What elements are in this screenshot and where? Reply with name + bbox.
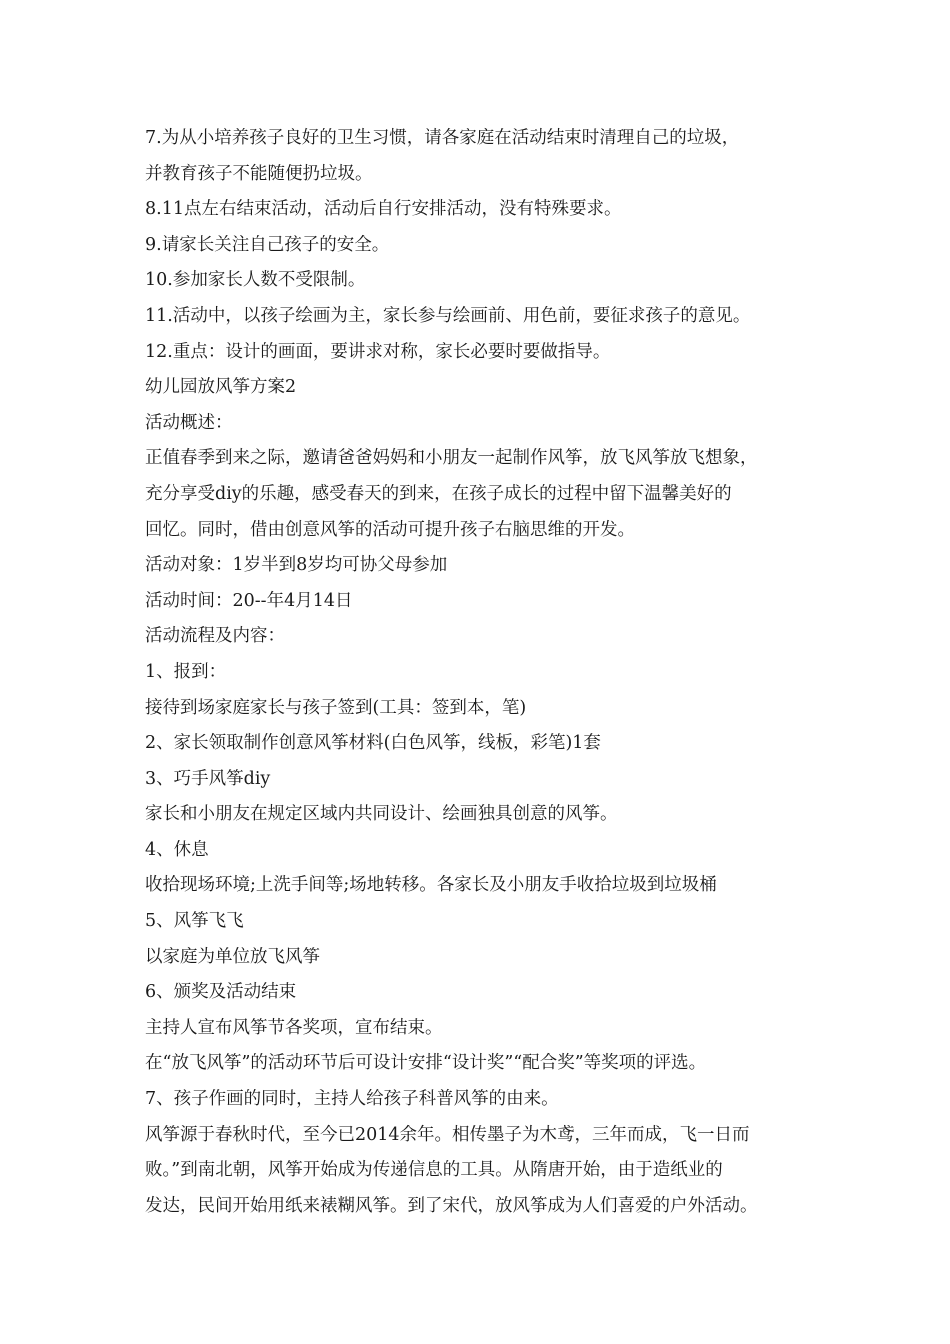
text-line: 收拾现场环境;上洗手间等;场地转移。各家长及小朋友手收拾垃圾到垃圾桶 [145,875,717,896]
text-line: 败。”到南北朝，风筝开始成为传递信息的工具。从隋唐开始，由于造纸业的 [145,1160,723,1181]
document-body [145,121,835,1224]
text-line: 4、休息 [145,839,209,860]
text-line: 2、家长领取制作创意风筝材料(白色风筝，线板，彩笔)1套 [145,733,601,754]
text-line: 7.为从小培养孩子良好的卫生习惯，请各家庭在活动结束时清理自己的垃圾， [145,128,740,148]
text-line: 3、巧手风筝diy [145,768,271,789]
text-line: 充分享受diy的乐趣，感受春天的到来，在孩子成长的过程中留下温馨美好的 [145,483,732,504]
text-line: 并教育孩子不能随便扔垃圾。 [145,163,373,184]
section-title: 幼儿园放风筝方案2 [145,377,297,398]
text-line: 活动概述： [145,412,233,433]
text-line: 家长和小朋友在规定区域内共同设计、绘画独具创意的风筝。 [145,804,618,825]
text-line: 主持人宣布风筝节各奖项，宣布结束。 [145,1017,443,1038]
text-line: 8.11点左右结束活动，活动后自行安排活动，没有特殊要求。 [145,199,622,220]
text-line: 10.参加家长人数不受限制。 [145,270,366,291]
text-line: 11.活动中，以孩子绘画为主，家长参与绘画前、用色前，要征求孩子的意见。 [145,305,751,326]
text-line: 9.请家长关注自己孩子的安全。 [145,234,390,255]
text-line: 发达，民间开始用纸来裱糊风筝。到了宋代，放风筝成为人们喜爱的户外活动。 [145,1195,758,1216]
text-line: 接待到场家庭家长与孩子签到(工具：签到本，笔) [145,697,527,718]
text-line: 6、颁奖及活动结束 [145,982,297,1003]
text-line: 7、孩子作画的同时，主持人给孩子科普风筝的由来。 [145,1089,559,1110]
text-line: 活动时间：20--年4月14日 [145,590,353,611]
text-line: 1、报到： [145,661,227,682]
text-line: 正值春季到来之际，邀请爸爸妈妈和小朋友一起制作风筝，放飞风筝放飞想象， [145,448,758,469]
text-line: 以家庭为单位放飞风筝 [145,946,320,967]
text-line: 活动对象：1岁半到8岁均可协父母参加 [145,555,448,576]
text-line: 在“放飞风筝”的活动环节后可设计安排“设计奖”“配合奖”等奖项的评选。 [145,1053,707,1074]
text-line: 5、风筝飞飞 [145,911,244,932]
text-line: 风筝源于春秋时代，至今已2014余年。相传墨子为木鸢，三年而成，飞一日而 [145,1124,750,1145]
text-line: 回忆。同时，借由创意风筝的活动可提升孩子右脑思维的开发。 [145,519,635,540]
text-line: 活动流程及内容： [145,626,285,647]
text-line: 12.重点：设计的画面，要讲求对称，家长必要时要做指导。 [145,341,611,362]
